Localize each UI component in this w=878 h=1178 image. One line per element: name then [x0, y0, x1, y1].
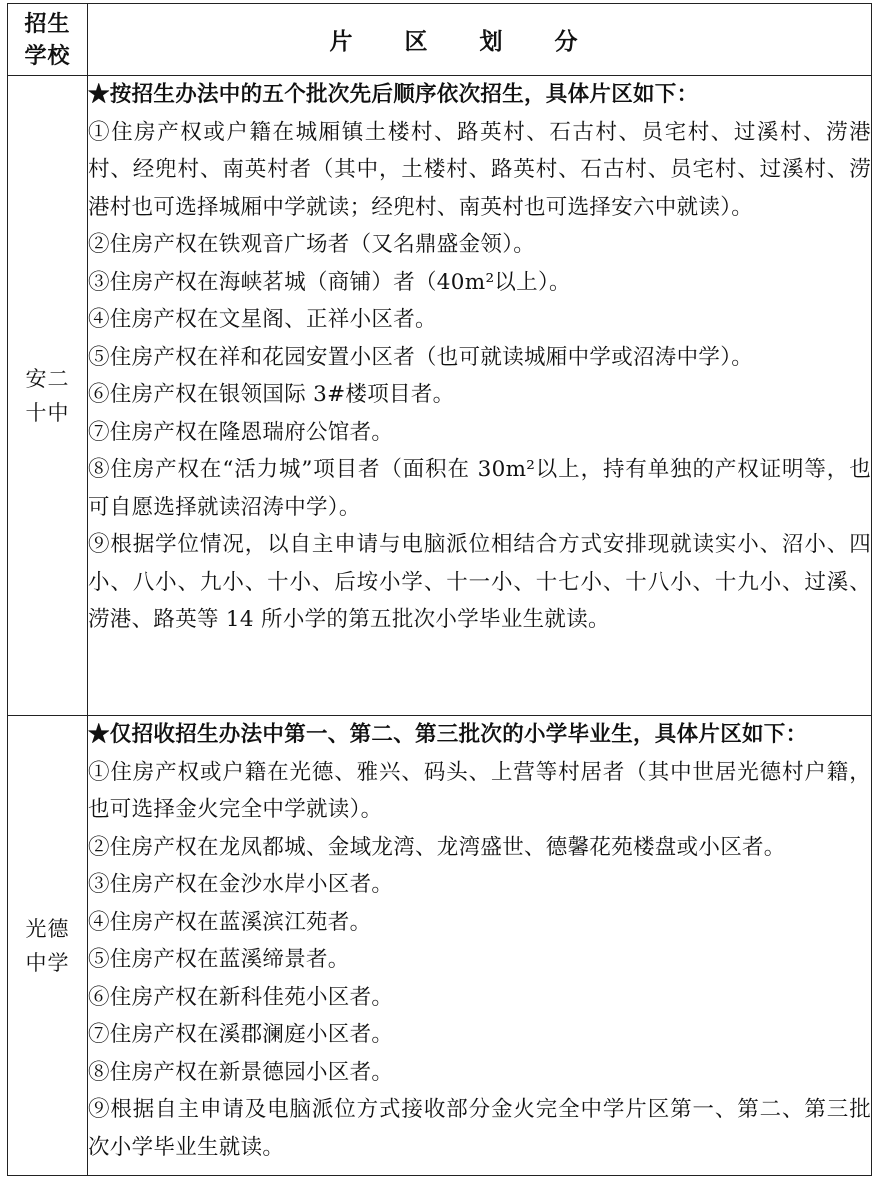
zone-item: ⑦住房产权在溪郡澜庭小区者。 [88, 1022, 394, 1047]
school-name-line2: 十中 [25, 400, 70, 425]
zone-item: ⑤住房产权在蓝溪缔景者。 [88, 947, 350, 972]
zone-item: ⑥住房产权在新科佳苑小区者。 [88, 984, 394, 1010]
table-row [8, 76, 872, 716]
zone-item: ④住房产权在蓝溪滨江苑者。 [88, 909, 372, 935]
header-zone-cell: 片区划分 [88, 4, 872, 76]
zone-intro: ★按招生办法中的五个批次先后顺序依次招生，具体片区如下： [88, 82, 699, 107]
zone-item: ③住房产权在金沙水岸小区者。 [88, 872, 394, 897]
zone-division-table [7, 3, 872, 1176]
school-name-line1: 光德 [25, 916, 70, 941]
zone-item: ③住房产权在海峡茗城（商铺）者（40m²以上）。 [88, 269, 571, 295]
zone-item: ④住房产权在文星阁、正祥小区者。 [88, 307, 437, 332]
zone-item: ②住房产权在铁观音广场者（又名鼎盛金领）。 [88, 232, 536, 257]
school-name-line2: 中学 [25, 950, 70, 975]
header-school-line2: 学校 [24, 42, 71, 69]
zone-item: ⑨根据自主申请及电脑派位方式接收部分金火完全中学片区第一、第二、第三批次小学毕业生就读。 [88, 1097, 871, 1160]
zone-item: ⑤住房产权在祥和花园安置小区者（也可就读城厢中学或沼涛中学）。 [88, 344, 754, 370]
zone-item: ②住房产权在龙凤都城、金域龙湾、龙湾盛世、德馨花苑楼盘或小区者。 [88, 834, 786, 860]
school-name-cell [8, 716, 88, 1176]
zone-content-cell [88, 76, 872, 716]
school-name-line1: 安二 [25, 366, 70, 391]
zone-item: ⑥住房产权在银领国际 3#楼项目者。 [88, 382, 455, 407]
header-school-cell [8, 4, 88, 76]
zone-intro: ★仅招收招生办法中第一、第二、第三批次的小学毕业生，具体片区如下： [88, 722, 808, 747]
zone-item: ①住房产权或户籍在城厢镇土楼村、路英村、石古村、员宅村、过溪村、涝港村、经兜村、南英村者（其中，土楼村、路英村、石古村、员宅村、过溪村、涝港村也可选择城厢中学就读；经兜村、南英村也可选择安六中就读）。 [88, 119, 871, 220]
zone-item: ①住房产权或户籍在光德、雅兴、码头、上营等村居者（其中世居光德村户籍，也可选择金火完全中学就读）。 [88, 759, 871, 822]
table-row [8, 716, 872, 1176]
zone-content-cell [88, 716, 872, 1176]
header-school-line1: 招生 [24, 10, 71, 37]
zone-item: ⑦住房产权在隆恩瑞府公馆者。 [88, 419, 394, 445]
zone-item: ⑧住房产权在“活力城”项目者（面积在 30m²以上，持有单独的产权证明等，也可自愿选择就读沼涛中学）。 [88, 457, 871, 520]
school-name-cell [8, 76, 88, 716]
zone-item: ⑨根据学位情况，以自主申请与电脑派位相结合方式安排现就读实小、沼小、四小、八小、九小、十小、后垵小学、十一小、十七小、十八小、十九小、过溪、涝港、路英等 14 所小学的第五批次小学毕业生就读。 [88, 532, 871, 632]
table-header-row [8, 4, 872, 76]
zone-item: ⑧住房产权在新景德园小区者。 [88, 1059, 394, 1085]
